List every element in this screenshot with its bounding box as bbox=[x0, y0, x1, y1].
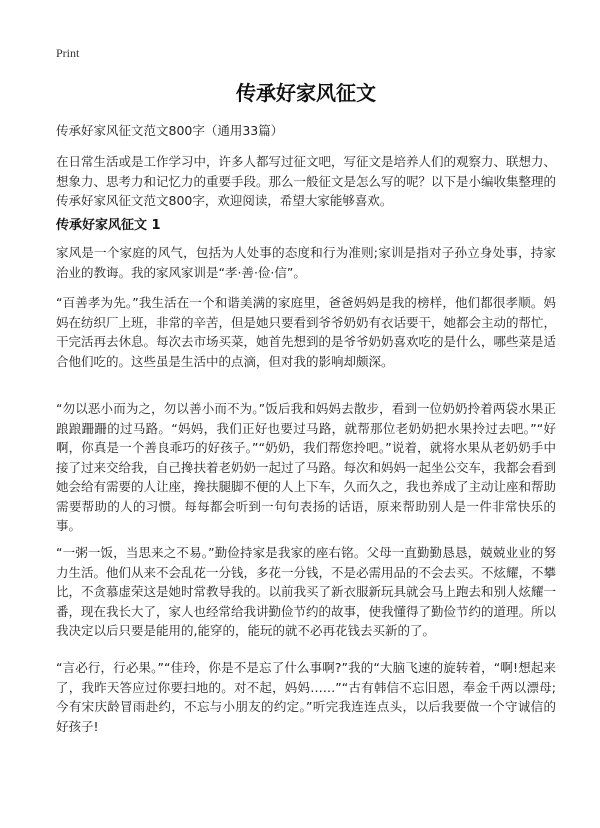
body-paragraph: “百善孝为先。”我生活在一个和谐美满的家庭里，爸爸妈妈是我的榜样，他们都很孝顺。妈妈在纺织厂上班，非常的辛苦，但是她只要看到爷爷奶奶有衣话要干，她都会主动的帮忙，干完活再去休息。每次去市场买菜，她首先想到的是爷爷奶奶喜欢吃的是什么，哪些菜是适合他们吃的。这些虽是生活中的点滴，但对我的影响却颇深。 bbox=[56, 295, 557, 369]
print-link[interactable]: Print bbox=[56, 46, 80, 60]
body-paragraph: 家风是一个家庭的风气，包括为人处事的态度和行为准则;家训是指对子孙立身处事，持家治业的教诲。我的家风家训是“孝·善·俭·信”。 bbox=[56, 245, 556, 280]
subtitle: 传承好家风征文范文800字（通用33篇） bbox=[56, 123, 284, 138]
body-paragraph: “言必行，行必果。”“佳玲，你是不是忘了什么事啊?”我的“大脑飞速的旋转着，“啊!想起来了，我昨天答应过你要扫地的。对不起，妈妈……”“古有韩信不忘旧恩，奉金千两以漂母;今有宋庆龄冒雨赴约，不忘与小朋友的约定。”听完我连连点头，以后我要做一个守诚信的好孩子! bbox=[56, 660, 556, 734]
body-paragraph: “一粥一饭，当思来之不易。”勤俭持家是我家的座右铭。父母一直勤勤恳恳，兢兢业业的努力生活。他们从来不会乱花一分钱，多花一分钱，不是必需用品的不会去买。不炫耀，不攀比，不贪慕虚荣这是她时常教导我的。以前我买了新衣服新玩具就会马上跑去和别人炫耀一番，现在我长大了，家人也经常给我讲勤俭节约的故事，使我懂得了勤俭节约的道理。所以我决定以后只要是能用的,能穿的，能玩的就不必再花钱去买新的了。 bbox=[56, 545, 557, 638]
body-paragraph: “勿以恶小而为之，勿以善小而不为。”饭后我和妈妈去散步，看到一位奶奶拎着两袋水果正踉踉跚跚的过马路。“妈妈，我们正好也要过马路，就帮那位老奶奶把水果拎过去吧。”“好啊，你真是一个善良乖巧的好孩子。”“奶奶，我们帮您拎吧。”说着，就将水果从老奶奶手中接了过来交给我，自己搀扶着老奶奶一起过了马路。每次和妈妈一起坐公交车，我都会看到她会给有需要的人让座，搀扶腿脚不便的人上下车，久而久之，我也养成了主动让座和帮助需要帮助的人的习惯。每每都会听到一句句表扬的话语，原来帮助别人是一件非常快乐的事。 bbox=[56, 401, 557, 533]
section-heading: 传承好家风征文 1 bbox=[56, 218, 161, 233]
page-title: 传承好家风征文 bbox=[236, 81, 376, 105]
intro-paragraph: 在日常生活或是工作学习中，许多人都写过征文吧，写征文是培养人们的观察力、联想力、想象力、思考力和记忆力的重要手段。那么一般征文是怎么写的呢？以下是小编收集整理的传承好家风征文范文800字，欢迎阅读，希望大家能够喜欢。 bbox=[56, 154, 557, 208]
